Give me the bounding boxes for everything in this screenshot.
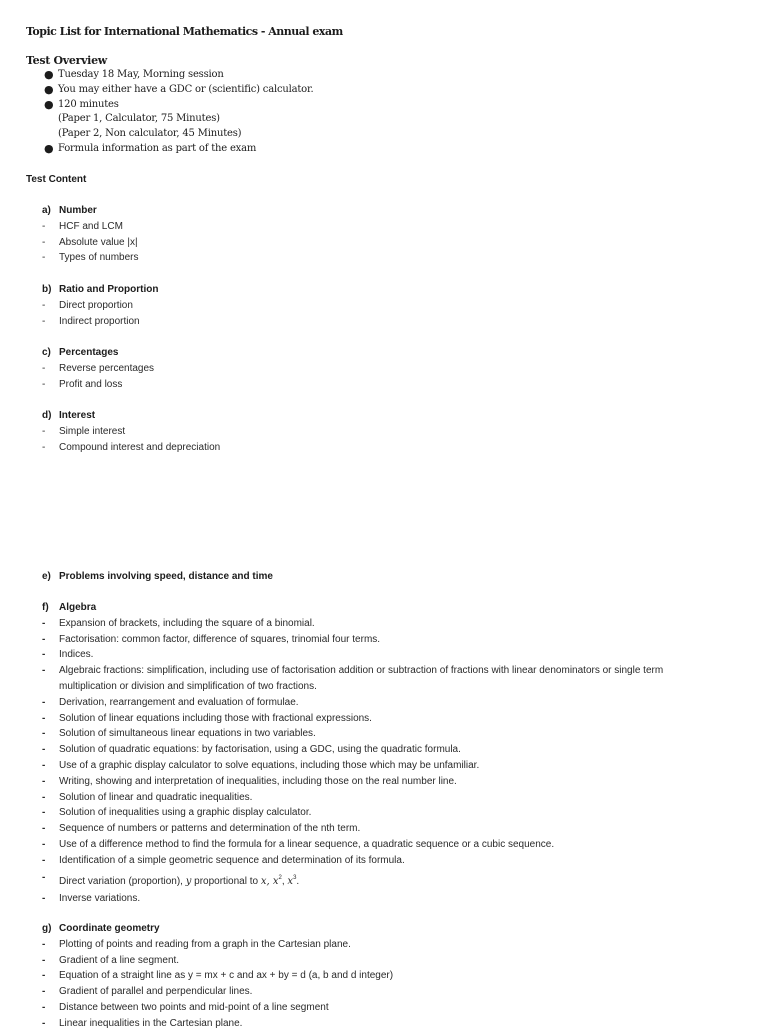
overview-item: ● Formula information as part of the exam (44, 141, 257, 155)
list-item: - Use of a difference method to find the formula for a linear sequence, a quadratic sequence or a cubic sequence. (42, 838, 555, 850)
list-item: - Equation of a straight line as y = mx + c and ax + by = d (a, b and d integer) (42, 970, 394, 982)
list-item: - Indirect proportion (42, 315, 140, 327)
list-item: - Profit and loss (42, 378, 123, 390)
section-algebra (42, 600, 663, 906)
overview-item: ● You may either have a GDC or (scientific) calculator. (44, 82, 314, 96)
list-item: - Expansion of brackets, including the square of a binomial. (42, 617, 315, 629)
list-item: - Writing, showing and interpretation of inequalities, including those on the real number line. (42, 775, 457, 787)
list-item: - Distance between two points and mid-point of a line segment (42, 1001, 329, 1013)
list-item: - Plotting of points and reading from a graph in the Cartesian plane. (42, 938, 351, 950)
list-item: - Indices. (42, 649, 94, 661)
list-item: - Direct variation (proportion), y proportional to x, $x^2$, $x^3$. (42, 871, 300, 887)
list-item: - Absolute value |x| (42, 236, 138, 248)
document-title: Topic List for International Mathematics - Annual exam (26, 25, 343, 38)
overview-item: ● Tuesday 18 May, Morning session (44, 68, 224, 81)
list-item: - Solution of linear equations including those with fractional expressions. (42, 712, 372, 724)
list-item: - Use of a graphic display calculator to solve equations, including those which may be unfamiliar. (42, 759, 480, 771)
list-item: - Inverse variations. (42, 892, 141, 904)
list-item: - Sequence of numbers or patterns and determination of the nth term. (42, 823, 361, 835)
section-title: e) Problems involving speed, distance and time (42, 571, 273, 582)
overview-subitem: (Paper 2, Non calculator, 45 Minutes) (58, 128, 242, 140)
section-title: a) Number (42, 205, 97, 216)
bullet-icon: ● (44, 97, 54, 111)
section-coordinate-geometry (42, 921, 393, 1032)
section-ratio-proportion (42, 282, 158, 329)
section-title: g) Coordinate geometry (42, 923, 160, 934)
section-title: f) Algebra (42, 602, 97, 613)
section-number (42, 203, 138, 266)
section-title: d) Interest (42, 410, 96, 421)
section-percentages (42, 345, 154, 392)
overview-item: ● 120 minutes (Paper 1, Calculator, 75 Minutes) (Paper 2, Non calculator, 45 Minutes) (40, 98, 313, 142)
list-item: - Linear inequalities in the Cartesian plane. (42, 1017, 243, 1029)
list-item: - Gradient of parallel and perpendicular lines. (42, 986, 253, 998)
list-item: - Solution of inequalities using a graphic display calculator. (42, 807, 312, 819)
bullet-icon: ● (44, 141, 54, 155)
list-item: - Solution of simultaneous linear equations in two variables. (42, 728, 316, 740)
list-item: - Derivation, rearrangement and evaluation of formulae. (42, 696, 299, 708)
list-item: - Direct proportion (42, 299, 133, 311)
list-item: - Compound interest and depreciation (42, 441, 221, 453)
section-title: b) Ratio and Proportion (42, 284, 159, 295)
content-heading: Test Content (26, 174, 87, 185)
list-item: - Types of numbers (42, 252, 139, 264)
section-speed-distance-time (42, 569, 273, 585)
overview-list (40, 68, 313, 157)
overview-heading: Test Overview (26, 54, 107, 67)
overview-subitem: (Paper 1, Calculator, 75 Minutes) (58, 113, 220, 125)
list-item: - Simple interest (42, 425, 126, 437)
bullet-icon: ● (44, 82, 54, 96)
list-item: - HCF and LCM (42, 220, 123, 232)
list-item: - Factorisation: common factor, difference of squares, trinomial four terms. (42, 633, 381, 645)
list-item: - Reverse percentages (42, 362, 155, 374)
section-interest (42, 408, 220, 455)
list-item: - Solution of linear and quadratic inequalities. (42, 791, 253, 803)
list-item: - Gradient of a line segment. (42, 954, 180, 966)
list-item: - Algebraic fractions: simplification, including use of factorisation addition or subtraction of fractions with linear denominators or single term multiplication or division and simplification of two fractions. (42, 665, 664, 692)
section-title: c) Percentages (42, 347, 119, 358)
list-item: - Identification of a simple geometric sequence and determination of its formula. (42, 854, 405, 866)
bullet-icon: ● (44, 68, 54, 81)
list-item: - Solution of quadratic equations: by factorisation, using a GDC, using the quadratic formula. (42, 744, 461, 756)
